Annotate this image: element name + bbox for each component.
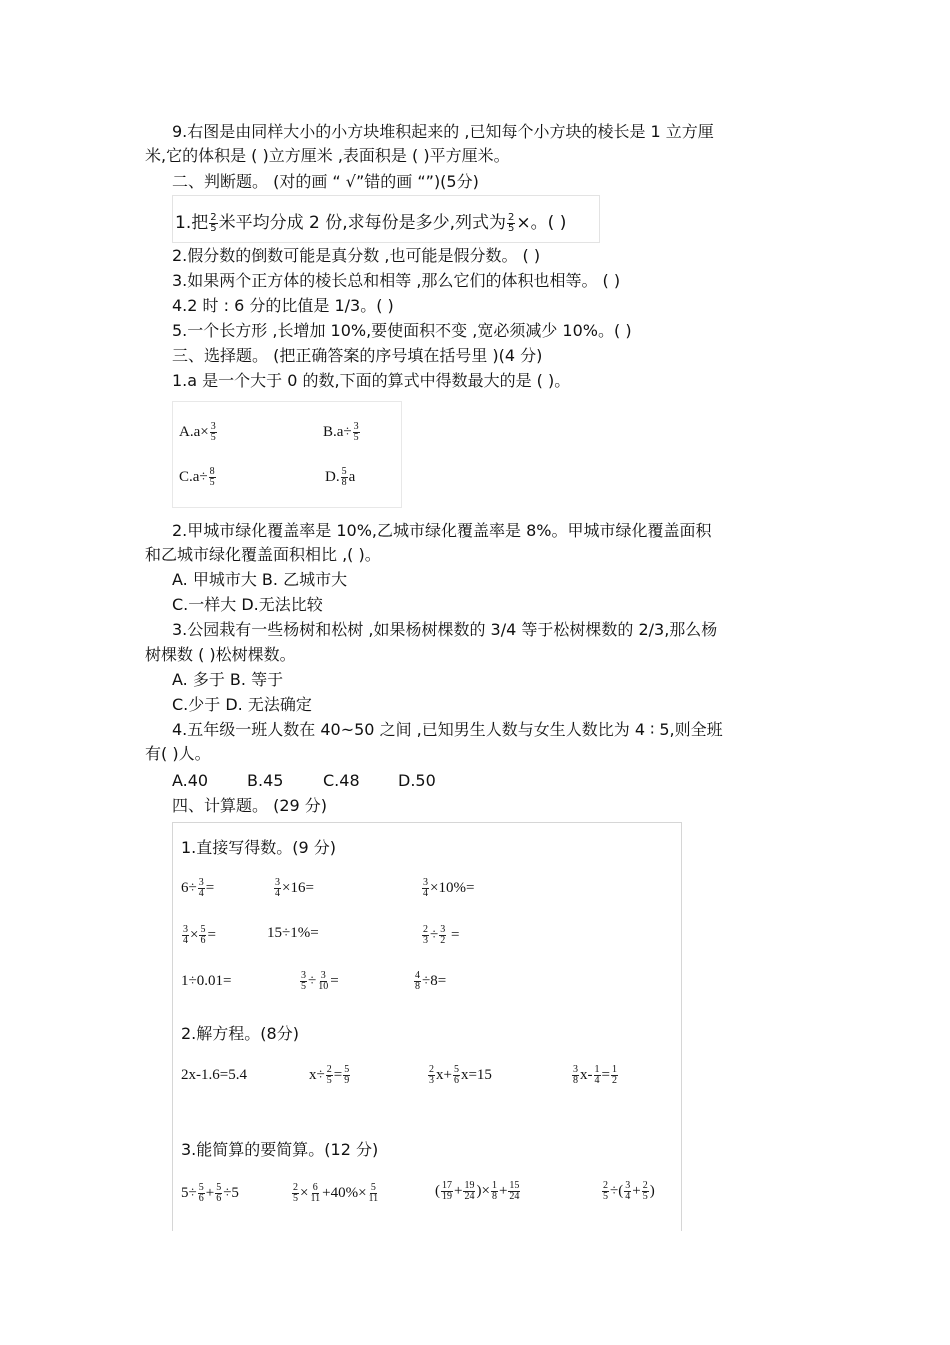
simp-3: ( $\frac{17}{19}$ + $\frac{19}{24}$ )× $\frac{1}{8}$ + $\frac{15}{24}$ [435, 1180, 520, 1202]
choice-q2-opt1: A. 甲城市大 B. 乙城市大 [172, 570, 348, 589]
q9-line1: 9.右图是由同样大小的小方块堆积起来的 ,已知每个小方块的棱长是 1 立方厘 [172, 122, 714, 141]
option-b: B.a÷ $\frac{3}{5}$ [323, 421, 359, 443]
eq-1: 2x-1.6=5.4 [181, 1067, 247, 1083]
simp-1: 5÷ $\frac{5}{6}$ + $\frac{5}{6}$ ÷5 [181, 1182, 239, 1204]
choice-q2-line1: 2.甲城市绿化覆盖率是 10%,乙城市绿化覆盖率是 8%。甲城市绿化覆盖面积 [172, 521, 712, 540]
choice-q2-opt2: C.一样大 D.无法比较 [172, 595, 323, 614]
judge-item1: 1.把 $\frac{2}{5}$ 米平均分成 2 份,求每份是多少,列式为 $\frac{2}{5}$ ×。( ) [175, 211, 567, 234]
simp-4: $\frac{2}{5}$ ÷( $\frac{3}{4}$ + $\frac{2}{5}$ ) [603, 1180, 655, 1202]
eq-3: $\frac{2}{3}$ x+ $\frac{5}{6}$ x=15 [429, 1064, 492, 1086]
choice-heading: 三、选择题。 (把正确答案的序号填在括号里 )(4 分) [172, 346, 543, 365]
choice-q4-opt-d: D.50 [398, 771, 436, 790]
calc-sub2: 2.解方程。(8分) [181, 1024, 299, 1043]
calc-sub1: 1.直接写得数。(9 分) [181, 838, 337, 857]
calc-r2-c2: 15÷1%= [267, 925, 319, 941]
calc-r1-c2: $\frac{3}{4}$ ×16= [275, 877, 314, 899]
choice-q4-line2: 有( )人。 [145, 744, 211, 763]
eq-2: x÷ $\frac{2}{5}$ = $\frac{5}{9}$ [309, 1064, 350, 1086]
q9-line2: 米,它的体积是 ( )立方厘米 ,表面积是 ( )平方厘米。 [145, 146, 510, 165]
choice-q3-opt2: C.少于 D. 无法确定 [172, 695, 312, 714]
eq-4: $\frac{3}{8}$ x- $\frac{1}{4}$ = $\frac{1}{2}$ [573, 1064, 617, 1086]
calc-r3-c1: 1÷0.01= [181, 973, 232, 989]
option-d: D. $\frac{5}{8}$ a [325, 466, 356, 488]
choice-q4-opt-b: B.45 [247, 771, 284, 790]
simp-2: $\frac{2}{5}$ × $\frac{6}{11}$ +40%× $\frac{5}{11}$ [293, 1182, 379, 1204]
choice-q1-options-image [172, 401, 402, 508]
option-a: A.a× $\frac{3}{5}$ [179, 421, 216, 443]
calc-r2-c1: $\frac{3}{4}$ × $\frac{5}{6}$ = [183, 924, 216, 946]
judge-item2: 2.假分数的倒数可能是真分数 ,也可能是假分数。 ( ) [172, 246, 541, 265]
calc-r3-c3: $\frac{4}{8}$ ÷8= [415, 970, 447, 992]
calc-sub3: 3.能简算的要简算。(12 分) [181, 1140, 379, 1159]
choice-q3-opt1: A. 多于 B. 等于 [172, 670, 284, 689]
judge-item5: 5.一个长方形 ,长增加 10%,要使面积不变 ,宽必须减少 10%。( ) [172, 321, 632, 340]
choice-q4-line1: 4.五年级一班人数在 40~50 之间 ,已知男生人数与女生人数比为 4 ∶ 5,则全班 [172, 720, 723, 739]
judge-item1-image [172, 195, 600, 243]
judge-item4: 4.2 时 : 6 分的比值是 1/3。( ) [172, 296, 394, 315]
calc-r2-c3: $\frac{2}{3}$ ÷ $\frac{3}{2}$ = [423, 924, 460, 946]
choice-q3-line1: 3.公园栽有一些杨树和松树 ,如果杨树棵数的 3/4 等于松树棵数的 2/3,那么杨 [172, 620, 718, 639]
judge-item3: 3.如果两个正方体的棱长总和相等 ,那么它们的体积也相等。 ( ) [172, 271, 621, 290]
choice-q4-opt-a: A.40 [172, 771, 209, 790]
judge-heading: 二、判断题。 (对的画 “ √”错的画 “”)(5分) [172, 172, 479, 191]
choice-q2-line2: 和乙城市绿化覆盖面积相比 ,( )。 [145, 545, 381, 564]
choice-q3-line2: 树棵数 ( )松树棵数。 [145, 645, 296, 664]
option-c: C.a÷ $\frac{8}{5}$ [179, 466, 215, 488]
calc-heading: 四、计算题。 (29 分) [172, 796, 328, 815]
choice-q1: 1.a 是一个大于 0 的数,下面的算式中得数最大的是 ( )。 [172, 371, 571, 390]
calc-r1-c1: 6÷ $\frac{3}{4}$ = [181, 877, 215, 899]
calc-r1-c3: $\frac{3}{4}$ ×10%= [423, 877, 475, 899]
calc-image [172, 822, 682, 1231]
choice-q4-opt-c: C.48 [323, 771, 360, 790]
calc-r3-c2: $\frac{3}{5}$ ÷ $\frac{3}{10}$ = [301, 970, 339, 992]
